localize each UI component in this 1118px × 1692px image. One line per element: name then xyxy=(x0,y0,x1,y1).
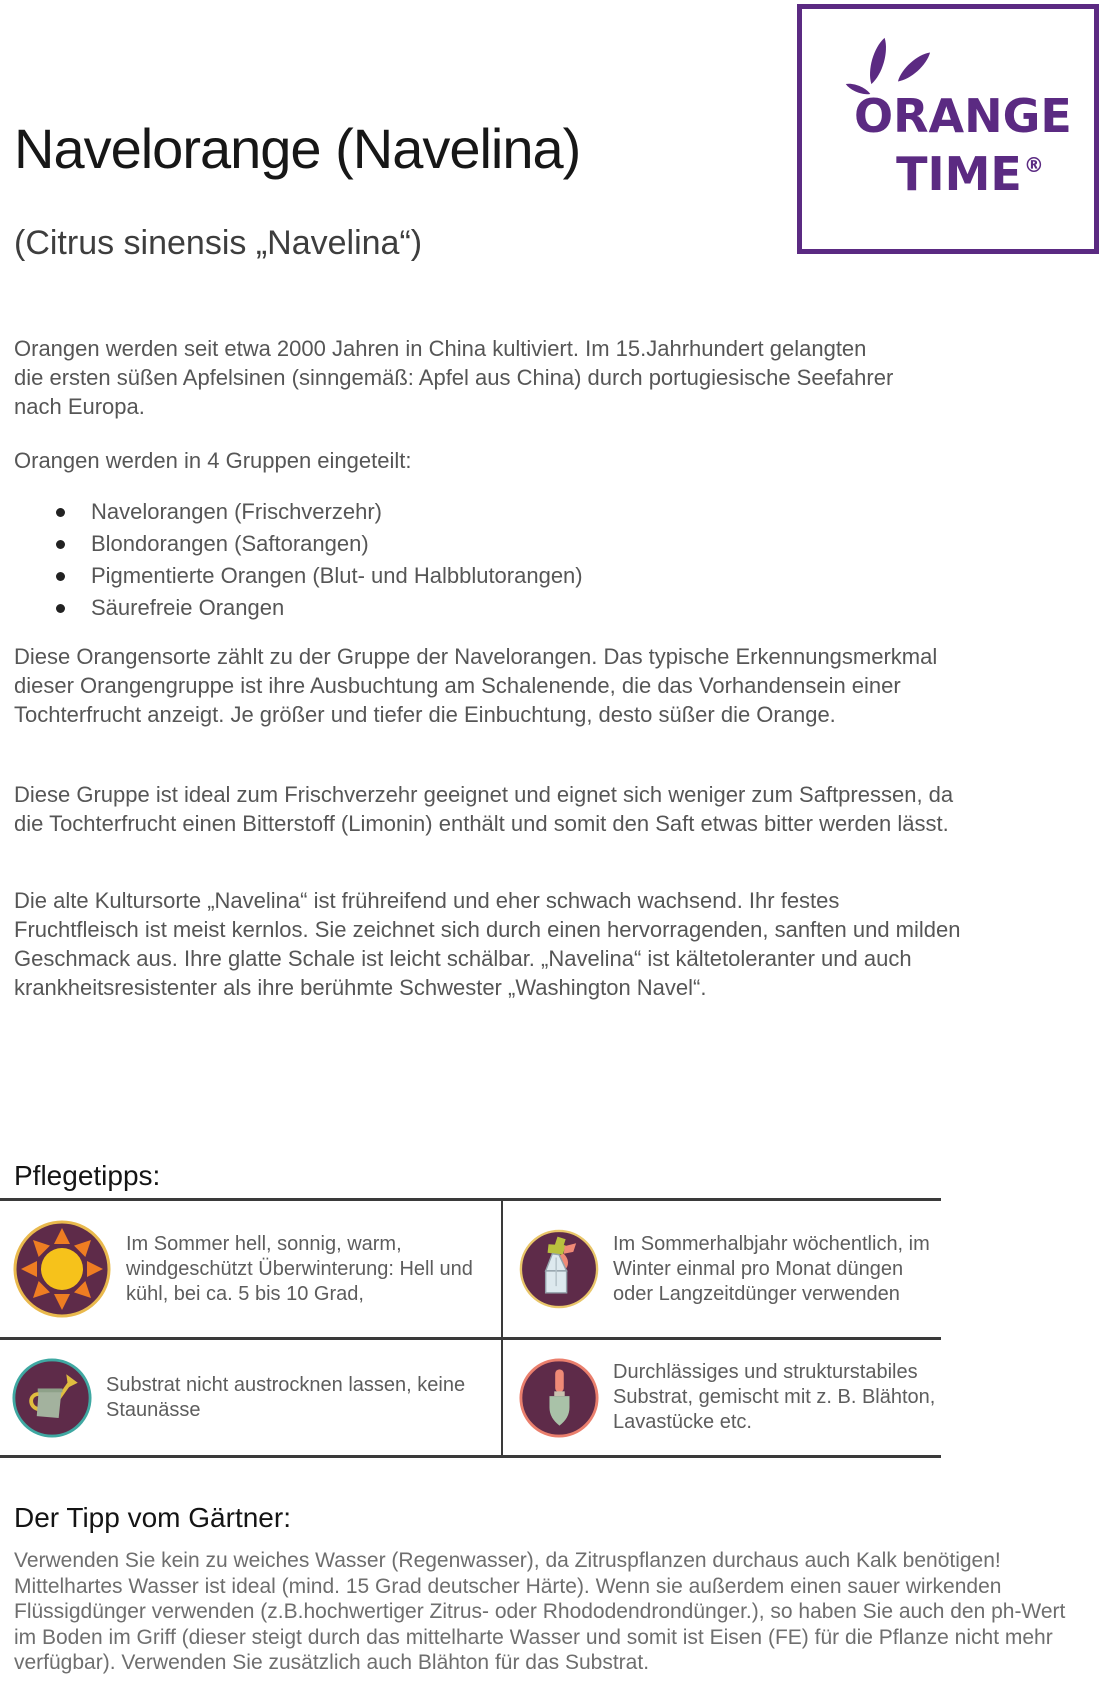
list-item xyxy=(50,592,850,624)
bullet-icon xyxy=(56,508,65,517)
spray-bottle-icon xyxy=(519,1229,599,1309)
logo-text-time xyxy=(854,147,1086,201)
registered-mark: ® xyxy=(1023,153,1044,177)
gardener-tip-heading: Der Tipp vom Gärtner: xyxy=(14,1502,291,1533)
tip-fertilize xyxy=(503,1201,939,1337)
list-item xyxy=(50,496,850,528)
list-item-label: Navelorangen (Frischverzehr) xyxy=(91,499,382,524)
sun-icon xyxy=(12,1219,112,1319)
care-tips-row xyxy=(0,1340,941,1455)
logo-time-word: TIME xyxy=(896,147,1022,201)
list-item-label: Säurefreie Orangen xyxy=(91,595,285,620)
tip-light xyxy=(0,1201,503,1337)
watering-can-icon xyxy=(12,1358,92,1438)
paragraph-history: Orangen werden seit etwa 2000 Jahren in China kultiviert. Im 15.Jahrhundert gelangten die ersten süßen Apfelsinen (sinngemäß: Apfel aus China) durch portugiesische Seefahrer nach Europa. xyxy=(14,336,894,419)
paragraph-description-3: Die alte Kultursorte „Navelina“ ist frühreifend und eher schwach wachsend. Ihr festes Fruchtfleisch ist meist kernlos. Sie zeichnet sich durch einen hervorragenden, sanften und milden Geschmack aus. Ihre glatte Schale ist leicht schälbar. „Navelina“ ist kältetoleranter und auch krankheitsresistenter als ihre berühmte Schwester „Washington Navel“. xyxy=(14,888,961,1000)
tip-water xyxy=(0,1340,503,1455)
paragraph-groups-lead: Orangen werden in 4 Gruppen eingeteilt: xyxy=(14,448,412,473)
page-title: Navelorange (Navelina) xyxy=(14,117,581,180)
paragraph-description-1: Diese Orangensorte zählt zu der Gruppe der Navelorangen. Das typische Erkennungsmerkmal dieser Orangengruppe ist ihre Ausbuchtung am Schalenende, die das Vorhandensein einer Tochterfrucht anzeigt. Je größer und tiefer die Einbuchtung, desto süßer die Orange. xyxy=(14,644,938,727)
bullet-icon xyxy=(56,540,65,549)
tip-text: Substrat nicht austrocknen lassen, keine Staunässe xyxy=(106,1373,466,1421)
page-subtitle: (Citrus sinensis „Navelina“) xyxy=(14,224,423,262)
paragraph-description-2: Diese Gruppe ist ideal zum Frischverzehr geeignet und eignet sich weniger zum Saftpressen, da die Tochterfrucht einen Bitterstoff (Limonin) enthält und somit den Saft etwas bitter werden lässt. xyxy=(14,782,954,836)
care-tips-table xyxy=(0,1198,941,1458)
list-item-label: Pigmentierte Orangen (Blut- und Halbblutorangen) xyxy=(91,563,583,588)
bullet-icon xyxy=(56,604,65,613)
orange-time-logo xyxy=(797,4,1099,254)
tip-text: Im Sommerhalbjahr wöchentlich, im Winter einmal pro Monat düngen oder Langzeitdünger verwenden xyxy=(613,1232,930,1305)
paragraph-gardener-tip: Verwenden Sie kein zu weiches Wasser (Regenwasser), da Zitruspflanzen durchaus auch Kalk benötigen! Mittelhartes Wasser ist ideal (mind. 15 Grad deutscher Härte). Wenn sie außerdem einen sauer wirkenden Flüssigdünger verwenden (z.B.hochwertiger Zitrus- oder Rhododendrondünger.), so haben Sie auch den ph-Wert im Boden im Griff (dieser steigt durch das mittelharte Wasser und somit ist Eisen (FE) für die Pflanze nicht mehr verfügbar). Verwenden Sie zusätzlich auch Blähton für das Substrat. xyxy=(14,1549,1066,1674)
care-tips-row xyxy=(0,1201,941,1340)
orange-groups-list xyxy=(50,496,850,624)
bullet-icon xyxy=(56,572,65,581)
tip-text: Im Sommer hell, sonnig, warm, windgeschützt Überwinterung: Hell und kühl, bei ca. 5 bis 10 Grad, xyxy=(126,1232,473,1305)
logo-text-orange: ORANGE xyxy=(854,89,1072,143)
trowel-icon xyxy=(519,1358,599,1438)
list-item xyxy=(50,560,850,592)
list-item-label: Blondorangen (Saftorangen) xyxy=(91,531,369,556)
tip-text: Durchlässiges und strukturstabiles Substrat, gemischt mit z. B. Blähton, Lavastücke etc. xyxy=(613,1361,936,1433)
list-item xyxy=(50,528,850,560)
tip-substrate xyxy=(503,1340,939,1455)
care-tips-heading: Pflegetipps: xyxy=(14,1160,161,1191)
